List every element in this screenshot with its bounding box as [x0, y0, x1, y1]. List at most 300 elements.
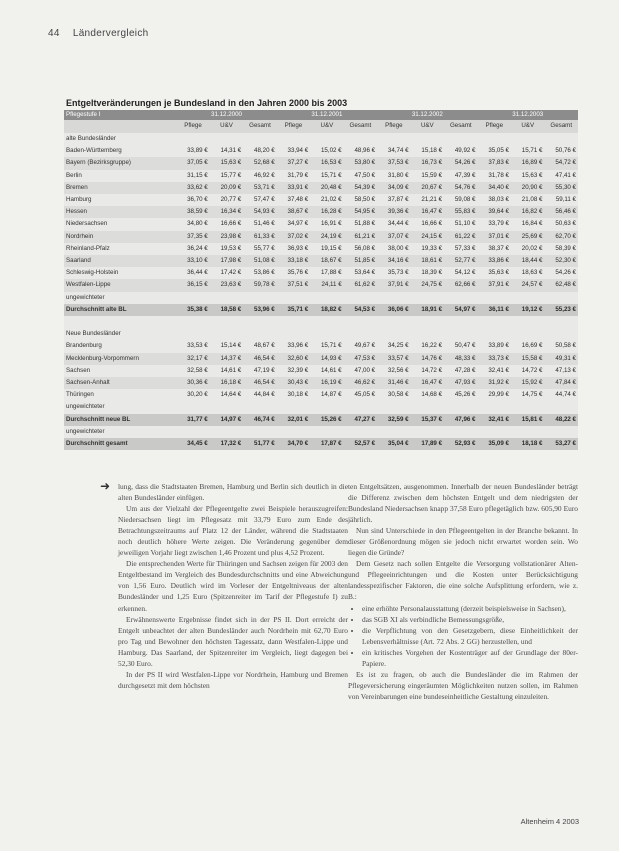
value-cell: 34,97 € — [277, 218, 310, 230]
value-cell: 32,41 € — [478, 365, 511, 377]
value-cell: 15,63 € — [511, 170, 544, 182]
value-cell — [243, 426, 276, 438]
value-cell: 24,57 € — [511, 279, 544, 291]
row-label: Durchschnitt gesamt — [64, 438, 176, 450]
value-cell: 24,19 € — [310, 231, 343, 243]
table-row — [64, 157, 578, 169]
value-cell: 16,53 € — [310, 157, 343, 169]
value-cell: 47,13 € — [544, 365, 578, 377]
body-paragraph: Die entsprechenden Werte für Thüringen und Sachsen zeigen für 2003 den Entgeltbestand im Vergleich des Bundesdurchschnitts und eine Abweichung von 1,56 Euro. Deutlich wird im Vorleser der Entgeltniveaus der alten Bundesländer und 1,25 Euro (Spitzenreiter im Tarif der Pflegestufe I) zu erkennen. — [118, 559, 348, 613]
value-cell: 14,72 € — [511, 365, 544, 377]
value-cell: 31,92 € — [478, 377, 511, 389]
value-cell: 16,82 € — [511, 206, 544, 218]
section-row — [64, 316, 578, 328]
date-header: 31.12.2003 — [478, 110, 578, 120]
row-label: Sachsen-Anhalt — [64, 377, 176, 389]
value-cell: 17,87 € — [310, 438, 343, 450]
value-cell — [176, 292, 209, 304]
value-cell — [310, 316, 343, 328]
table-row — [64, 182, 578, 194]
value-cell: 50,76 € — [544, 145, 578, 157]
value-cell: 16,91 € — [310, 218, 343, 230]
value-cell: 31,46 € — [377, 377, 410, 389]
value-cell — [176, 328, 209, 340]
date-header: 31.12.2000 — [176, 110, 276, 120]
value-cell: 14,76 € — [411, 353, 444, 365]
column-subheader: U&V — [511, 120, 544, 133]
value-cell: 15,58 € — [511, 353, 544, 365]
value-cell: 37,83 € — [478, 157, 511, 169]
value-cell: 15,59 € — [411, 170, 444, 182]
row-label: Nordrhein — [64, 231, 176, 243]
value-cell: 47,39 € — [444, 170, 477, 182]
value-cell — [310, 292, 343, 304]
row-label: Saarland — [64, 255, 176, 267]
value-cell — [176, 401, 209, 413]
date-header: 31.12.2002 — [377, 110, 477, 120]
value-cell: 35,71 € — [277, 304, 310, 316]
value-cell: 16,66 € — [210, 218, 243, 230]
row-label — [64, 316, 176, 328]
value-cell: 57,47 € — [243, 194, 276, 206]
table-row — [64, 389, 578, 401]
value-cell — [511, 133, 544, 145]
value-cell: 49,31 € — [544, 353, 578, 365]
value-cell: 14,97 € — [210, 414, 243, 426]
entgelt-table — [64, 110, 578, 450]
value-cell: 14,61 € — [310, 365, 343, 377]
value-cell — [344, 292, 377, 304]
value-cell: 38,00 € — [377, 243, 410, 255]
value-cell — [377, 133, 410, 145]
table-row — [64, 255, 578, 267]
value-cell: 19,15 € — [310, 243, 343, 255]
value-cell: 34,74 € — [377, 145, 410, 157]
row-label: Bayern (Bezirksgruppe) — [64, 157, 176, 169]
value-cell: 19,33 € — [411, 243, 444, 255]
value-cell — [344, 426, 377, 438]
value-cell: 53,27 € — [544, 438, 578, 450]
value-cell: 49,92 € — [444, 145, 477, 157]
value-cell — [411, 426, 444, 438]
value-cell: 33,62 € — [176, 182, 209, 194]
value-cell: 61,33 € — [243, 231, 276, 243]
value-cell: 62,66 € — [444, 279, 477, 291]
column-subheader: Gesamt — [544, 120, 578, 133]
value-cell — [444, 316, 477, 328]
row-label: Hamburg — [64, 194, 176, 206]
value-cell: 17,88 € — [310, 267, 343, 279]
value-cell — [411, 401, 444, 413]
value-cell — [243, 328, 276, 340]
value-cell: 32,60 € — [277, 353, 310, 365]
row-label: ungewichteter — [64, 426, 176, 438]
value-cell: 50,63 € — [544, 218, 578, 230]
value-cell: 14,72 € — [411, 365, 444, 377]
value-cell: 14,68 € — [411, 389, 444, 401]
value-cell: 47,41 € — [544, 170, 578, 182]
table-row — [64, 365, 578, 377]
value-cell: 45,26 € — [444, 389, 477, 401]
date-header: 31.12.2001 — [277, 110, 377, 120]
value-cell: 47,53 € — [344, 353, 377, 365]
value-cell — [277, 133, 310, 145]
value-cell: 55,23 € — [544, 304, 578, 316]
value-cell — [411, 316, 444, 328]
value-cell: 23,63 € — [210, 279, 243, 291]
value-cell: 37,48 € — [277, 194, 310, 206]
value-cell: 62,48 € — [544, 279, 578, 291]
value-cell: 38,67 € — [277, 206, 310, 218]
value-cell: 37,91 € — [377, 279, 410, 291]
row-label: ungewichteter — [64, 401, 176, 413]
value-cell: 30,43 € — [277, 377, 310, 389]
row-label: Mecklenburg-Vorpommern — [64, 353, 176, 365]
value-cell: 16,47 € — [411, 377, 444, 389]
value-cell: 16,69 € — [511, 340, 544, 352]
value-cell: 52,77 € — [444, 255, 477, 267]
value-cell — [444, 401, 477, 413]
value-cell: 58,39 € — [544, 243, 578, 255]
value-cell: 17,89 € — [411, 438, 444, 450]
value-cell: 55,83 € — [444, 206, 477, 218]
value-cell: 59,78 € — [243, 279, 276, 291]
row-label: Berlin — [64, 170, 176, 182]
total-row — [64, 438, 578, 450]
value-cell — [511, 328, 544, 340]
value-cell: 38,59 € — [176, 206, 209, 218]
value-cell: 34,25 € — [377, 340, 410, 352]
value-cell: 15,81 € — [511, 414, 544, 426]
value-cell: 47,84 € — [544, 377, 578, 389]
value-cell: 21,02 € — [310, 194, 343, 206]
value-cell: 50,47 € — [444, 340, 477, 352]
value-cell — [310, 328, 343, 340]
value-cell: 36,44 € — [176, 267, 209, 279]
value-cell: 33,10 € — [176, 255, 209, 267]
value-cell — [444, 426, 477, 438]
value-cell: 32,56 € — [377, 365, 410, 377]
value-cell — [478, 426, 511, 438]
value-cell: 15,71 € — [310, 170, 343, 182]
value-cell: 31,80 € — [377, 170, 410, 182]
value-cell: 51,46 € — [243, 218, 276, 230]
value-cell: 34,44 € — [377, 218, 410, 230]
value-cell — [277, 401, 310, 413]
value-cell — [444, 133, 477, 145]
value-cell: 21,08 € — [511, 194, 544, 206]
value-cell: 16,19 € — [310, 377, 343, 389]
row-label: Westfalen-Lippe — [64, 279, 176, 291]
value-cell: 51,88 € — [344, 218, 377, 230]
value-cell: 18,67 € — [310, 255, 343, 267]
value-cell — [511, 316, 544, 328]
value-cell: 37,02 € — [277, 231, 310, 243]
table-row — [64, 377, 578, 389]
value-cell — [310, 401, 343, 413]
value-cell: 32,58 € — [176, 365, 209, 377]
bullet-item: • eine erhöhte Personalausstattung (derzeit beispielsweise in Sachsen), — [362, 603, 578, 614]
value-cell: 17,42 € — [210, 267, 243, 279]
value-cell: 55,77 € — [243, 243, 276, 255]
value-cell: 31,77 € — [176, 414, 209, 426]
value-cell: 33,86 € — [478, 255, 511, 267]
value-cell — [310, 133, 343, 145]
value-cell: 36,70 € — [176, 194, 209, 206]
page-footer: Altenheim 4 2003 — [520, 817, 579, 826]
body-paragraph: In der PS II wird Westfalen-Lippe vor Nordrhein, Hamburg und Bremen durchgesetzt mit dem höchsten — [118, 669, 348, 690]
table-row — [64, 243, 578, 255]
value-cell: 54,97 € — [444, 304, 477, 316]
value-cell: 54,53 € — [344, 304, 377, 316]
value-cell: 16,84 € — [511, 218, 544, 230]
value-cell: 52,57 € — [344, 438, 377, 450]
value-cell: 36,93 € — [277, 243, 310, 255]
column-subheader: U&V — [411, 120, 444, 133]
value-cell: 18,82 € — [310, 304, 343, 316]
value-cell: 54,95 € — [344, 206, 377, 218]
value-cell: 48,22 € — [544, 414, 578, 426]
value-cell: 14,37 € — [210, 353, 243, 365]
value-cell: 33,18 € — [277, 255, 310, 267]
column-subheader: Gesamt — [344, 120, 377, 133]
value-cell: 30,36 € — [176, 377, 209, 389]
value-cell: 17,98 € — [210, 255, 243, 267]
value-cell: 62,70 € — [544, 231, 578, 243]
value-cell: 52,93 € — [444, 438, 477, 450]
value-cell: 54,12 € — [444, 267, 477, 279]
value-cell — [544, 328, 578, 340]
row-label: ungewichteter — [64, 292, 176, 304]
value-cell: 18,18 € — [511, 438, 544, 450]
value-cell — [411, 133, 444, 145]
value-cell — [344, 401, 377, 413]
value-cell: 53,64 € — [344, 267, 377, 279]
value-cell — [544, 292, 578, 304]
value-cell: 34,45 € — [176, 438, 209, 450]
value-cell: 16,28 € — [310, 206, 343, 218]
value-cell: 51,77 € — [243, 438, 276, 450]
value-cell: 34,40 € — [478, 182, 511, 194]
table-row — [64, 170, 578, 182]
row-label: Hessen — [64, 206, 176, 218]
value-cell: 14,31 € — [210, 145, 243, 157]
value-cell: 35,73 € — [377, 267, 410, 279]
value-cell: 59,11 € — [544, 194, 578, 206]
value-cell: 56,08 € — [344, 243, 377, 255]
value-cell — [210, 328, 243, 340]
value-cell: 36,15 € — [176, 279, 209, 291]
value-cell: 16,22 € — [411, 340, 444, 352]
page-number: 44 — [48, 28, 60, 39]
table-row — [64, 231, 578, 243]
value-cell: 14,93 € — [310, 353, 343, 365]
value-cell: 46,62 € — [344, 377, 377, 389]
value-cell: 35,05 € — [478, 145, 511, 157]
value-cell: 61,62 € — [344, 279, 377, 291]
value-cell: 32,59 € — [377, 414, 410, 426]
value-cell: 37,53 € — [377, 157, 410, 169]
value-cell — [210, 316, 243, 328]
value-cell: 31,79 € — [277, 170, 310, 182]
value-cell: 37,07 € — [377, 231, 410, 243]
value-cell — [176, 426, 209, 438]
table-row — [64, 353, 578, 365]
value-cell: 15,18 € — [411, 145, 444, 157]
value-cell: 33,94 € — [277, 145, 310, 157]
value-cell: 49,67 € — [344, 340, 377, 352]
value-cell: 32,01 € — [277, 414, 310, 426]
running-header — [48, 28, 149, 39]
total-row — [64, 414, 578, 426]
value-cell: 16,18 € — [210, 377, 243, 389]
value-cell: 38,37 € — [478, 243, 511, 255]
value-cell — [444, 292, 477, 304]
value-cell: 31,78 € — [478, 170, 511, 182]
table-row — [64, 194, 578, 206]
value-cell — [511, 401, 544, 413]
value-cell: 31,15 € — [176, 170, 209, 182]
value-cell — [478, 316, 511, 328]
value-cell — [377, 292, 410, 304]
value-cell: 47,19 € — [243, 365, 276, 377]
value-cell: 45,05 € — [344, 389, 377, 401]
value-cell: 16,47 € — [411, 206, 444, 218]
value-cell — [210, 426, 243, 438]
value-cell: 20,02 € — [511, 243, 544, 255]
value-cell: 24,11 € — [310, 279, 343, 291]
stage-label: Pflegestufe I — [64, 110, 176, 120]
row-label: Durchschnitt neue BL — [64, 414, 176, 426]
value-cell: 20,67 € — [411, 182, 444, 194]
value-cell: 15,77 € — [210, 170, 243, 182]
value-cell: 51,85 € — [344, 255, 377, 267]
column-subheader: Pflege — [478, 120, 511, 133]
value-cell — [243, 316, 276, 328]
column-subheader: Gesamt — [243, 120, 276, 133]
value-cell — [344, 316, 377, 328]
value-cell — [544, 426, 578, 438]
body-paragraph: Erwähnenswerte Ergebnisse findet sich in der PS II. Dort erreicht der Entgelt unbeachtet der alten Bundesländer auch Nordrhein mit 62,70 Euro pro Tag und Bewohner den höchsten Tagessatz, dann Westfalen-Lippe und Hamburg. Das Saarland, der Spitzenreiter im Vergleich, liegt dagegen bei 52,30 Euro. — [118, 614, 348, 668]
value-cell: 32,41 € — [478, 414, 511, 426]
value-cell: 15,37 € — [411, 414, 444, 426]
bullet-item: • ein kritisches Vorgehen der Kostenträger auf der Grundlage der 80er-Papiere. — [362, 647, 578, 669]
value-cell — [210, 401, 243, 413]
row-label: Sachsen — [64, 365, 176, 377]
value-cell: 30,58 € — [377, 389, 410, 401]
value-cell: 52,68 € — [243, 157, 276, 169]
left-text-column — [118, 481, 348, 691]
value-cell: 25,69 € — [511, 231, 544, 243]
value-cell: 53,96 € — [243, 304, 276, 316]
value-cell: 53,80 € — [344, 157, 377, 169]
value-cell — [444, 328, 477, 340]
row-label: Schleswig-Holstein — [64, 267, 176, 279]
value-cell: 16,89 € — [511, 157, 544, 169]
value-cell: 52,30 € — [544, 255, 578, 267]
row-label: Durchschnitt alte BL — [64, 304, 176, 316]
value-cell: 33,79 € — [478, 218, 511, 230]
value-cell: 35,38 € — [176, 304, 209, 316]
value-cell: 24,15 € — [411, 231, 444, 243]
value-cell: 21,21 € — [411, 194, 444, 206]
value-cell: 34,80 € — [176, 218, 209, 230]
value-cell: 47,28 € — [444, 365, 477, 377]
value-cell: 37,51 € — [277, 279, 310, 291]
value-cell: 18,44 € — [511, 255, 544, 267]
value-cell: 20,48 € — [310, 182, 343, 194]
value-cell: 32,39 € — [277, 365, 310, 377]
value-cell: 34,70 € — [277, 438, 310, 450]
value-cell: 53,86 € — [243, 267, 276, 279]
bullet-item: • die Verpflichtung von den Gesetzgebern, diese Einheitlichkeit der Lebensverhältnisse (Art. 72 Abs. 2 GG) herzustellen, und — [362, 625, 578, 647]
body-paragraph: lung, dass die Stadtstaaten Bremen, Hamburg und Berlin sich deutlich in die alten Bundesländer einfügen. — [118, 482, 348, 503]
table-row — [64, 267, 578, 279]
table-row — [64, 279, 578, 291]
value-cell — [377, 426, 410, 438]
value-cell: 47,96 € — [444, 414, 477, 426]
value-cell: 48,20 € — [243, 145, 276, 157]
value-cell: 35,04 € — [377, 438, 410, 450]
value-cell: 35,63 € — [478, 267, 511, 279]
value-cell: 61,22 € — [444, 231, 477, 243]
value-cell: 29,99 € — [478, 389, 511, 401]
value-cell: 20,77 € — [210, 194, 243, 206]
row-label: Neue Bundesländer — [64, 328, 176, 340]
value-cell: 15,26 € — [310, 414, 343, 426]
value-cell: 16,73 € — [411, 157, 444, 169]
row-label: alte Bundesländer — [64, 133, 176, 145]
table-row — [64, 206, 578, 218]
value-cell: 36,24 € — [176, 243, 209, 255]
value-cell: 46,54 € — [243, 377, 276, 389]
value-cell: 54,39 € — [344, 182, 377, 194]
closing-paragraph: Es ist zu fragen, ob auch die Bundesländer die im Rahmen der Pflegeversicherung eingeräumten Möglichkeiten nutzen sollen, im Rahmen von Vereinbarungen eine bundeseinheitliche Gestaltung einzuleiten. — [348, 669, 578, 701]
value-cell: 19,53 € — [210, 243, 243, 255]
value-cell — [344, 133, 377, 145]
value-cell: 33,73 € — [478, 353, 511, 365]
value-cell: 18,63 € — [511, 267, 544, 279]
value-cell: 34,16 € — [377, 255, 410, 267]
value-cell: 30,18 € — [277, 389, 310, 401]
section-row — [64, 328, 578, 340]
value-cell — [478, 133, 511, 145]
value-cell: 33,89 € — [478, 340, 511, 352]
column-subheader: U&V — [210, 120, 243, 133]
value-cell: 58,50 € — [344, 194, 377, 206]
value-cell: 37,05 € — [176, 157, 209, 169]
value-cell: 53,71 € — [243, 182, 276, 194]
value-cell: 38,03 € — [478, 194, 511, 206]
value-cell: 20,09 € — [210, 182, 243, 194]
value-cell: 39,64 € — [478, 206, 511, 218]
value-cell: 44,74 € — [544, 389, 578, 401]
column-subheader: Pflege — [377, 120, 410, 133]
value-cell: 36,06 € — [377, 304, 410, 316]
value-cell — [243, 292, 276, 304]
value-cell: 18,61 € — [411, 255, 444, 267]
value-cell — [377, 316, 410, 328]
value-cell: 54,72 € — [544, 157, 578, 169]
value-cell — [277, 292, 310, 304]
value-cell: 54,26 € — [444, 157, 477, 169]
body-paragraph: Nun sind Unterschiede in den Pflegeentgelten in der Branche bekannt. In dieser Größenordnung mögen sie jedoch nicht erwartet worden sein. Wo liegen die Gründe? — [348, 526, 578, 558]
value-cell: 16,34 € — [210, 206, 243, 218]
value-cell — [277, 316, 310, 328]
row-label: Niedersachsen — [64, 218, 176, 230]
value-cell — [210, 133, 243, 145]
value-cell: 48,67 € — [243, 340, 276, 352]
